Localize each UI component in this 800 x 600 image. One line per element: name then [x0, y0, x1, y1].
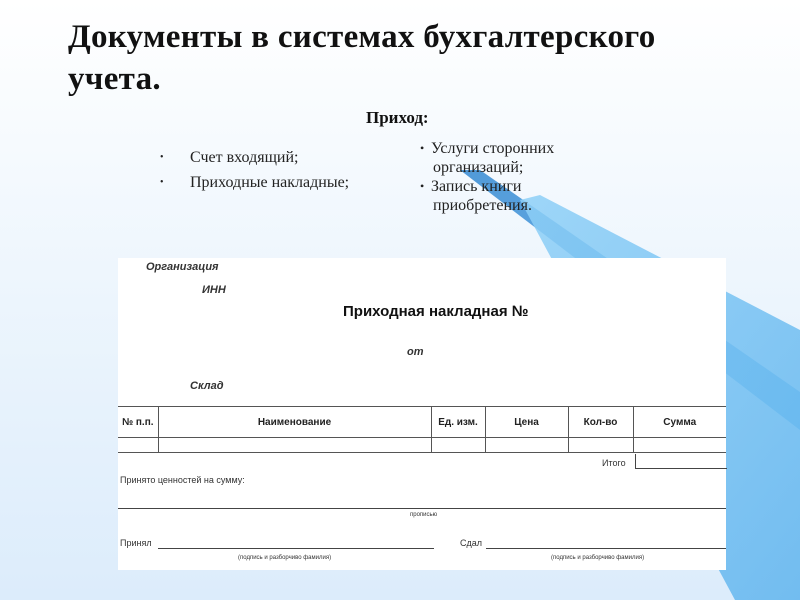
col-unit: Ед. изм.	[431, 407, 485, 438]
warehouse-label: Склад	[190, 380, 224, 392]
from-label: от	[407, 346, 424, 358]
list-item: • Счет входящий;	[160, 145, 349, 170]
inn-label: ИНН	[202, 284, 226, 296]
org-label: Организация	[146, 261, 219, 273]
items-table	[118, 406, 726, 453]
col-name: Наименование	[158, 407, 431, 438]
in-words-caption: прописью	[410, 512, 438, 518]
total-value-box	[635, 454, 727, 469]
col-quantity: Кол-во	[568, 407, 633, 438]
slide-title: Документы в системах бухгалтерского учета.	[68, 19, 656, 97]
accepted-label: Принято ценностей на сумму:	[120, 475, 245, 485]
signature-caption-right: (подпись и разборчиво фамилия)	[551, 555, 645, 561]
table-row	[118, 438, 726, 453]
col-sum: Сумма	[633, 407, 726, 438]
col-number: № п.п.	[118, 407, 158, 438]
list-item: • Приходные накладные;	[160, 170, 349, 195]
col-price: Цена	[485, 407, 568, 438]
signature-caption-left: (подпись и разборчиво фамилия)	[238, 555, 332, 561]
handed-signature-line	[486, 548, 726, 549]
right-bullet-list	[422, 139, 622, 215]
left-bullet-list	[160, 145, 349, 195]
list-item: • Запись книги приобретения.	[422, 177, 622, 215]
table-header-row	[118, 407, 726, 438]
invoice-title: Приходная накладная №	[343, 303, 529, 320]
subheading: Приход:	[366, 108, 429, 127]
handed-label: Сдал	[460, 538, 483, 548]
received-signature-line	[158, 548, 434, 549]
invoice-form	[118, 258, 726, 570]
received-label: Принял	[120, 538, 152, 548]
total-label: Итого	[602, 458, 626, 468]
sum-in-words-line	[118, 508, 726, 509]
list-item: • Услуги сторонних организаций;	[422, 139, 622, 177]
